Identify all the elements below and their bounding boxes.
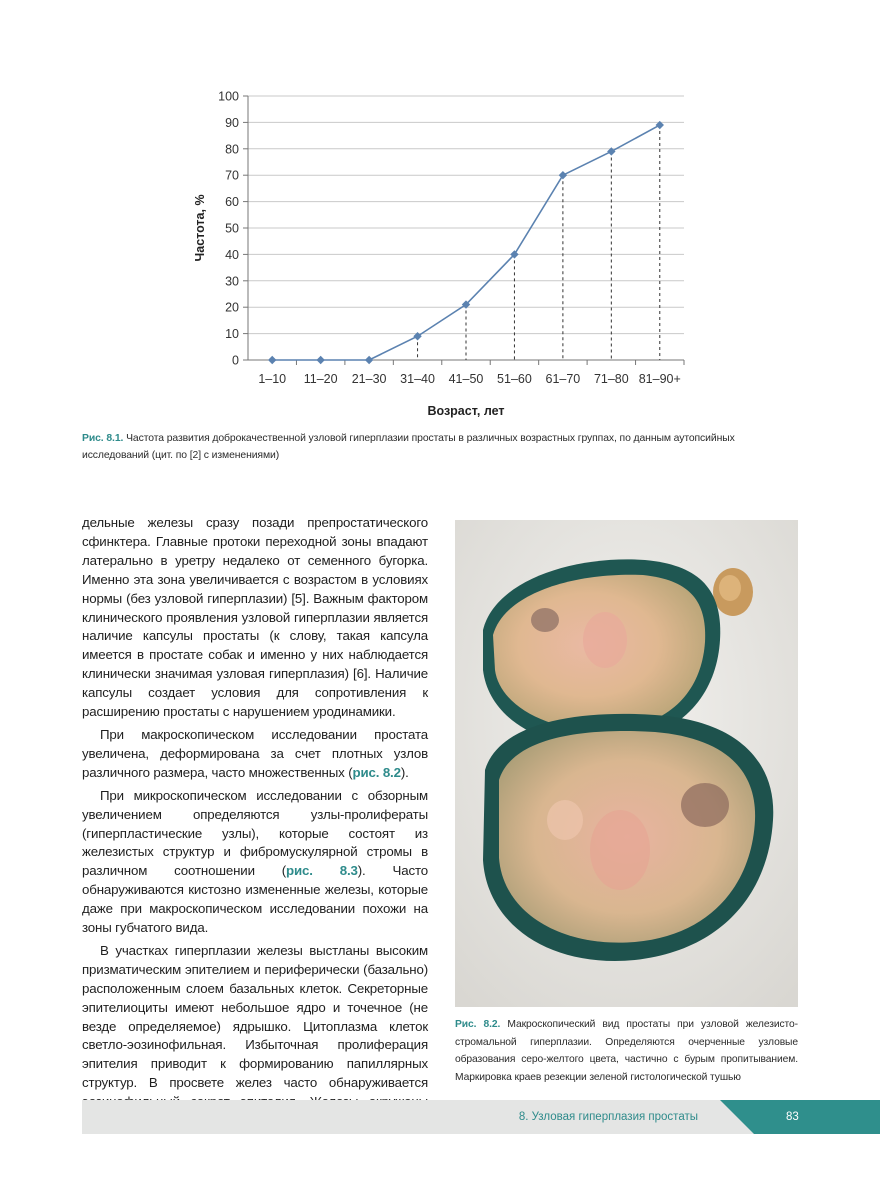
y-tick-label: 10: [225, 327, 239, 342]
y-tick-label: 60: [225, 195, 239, 210]
x-tick-label: 21–30: [351, 372, 387, 386]
paragraph-1: дельные железы сразу позади препростатического сфинктера. Главные протоки переходной зоны впадают латерально в уретру недалеко от семенного бугорка. Именно эта зона увеличивается с возрастом в условиях нормы (без узловой гиперплазии) [5]. Важным фактором клинического проявления узловой гиперплазии является наличие капсулы простаты (к слову, такая капсула имеется в простате собак и именно у них наблюдается клинически значимая узловая гиперплазия) [6]. Наличие капсулы создает условия для сопротивления к расширению простаты с нарушением уродинамики.: [82, 515, 428, 720]
paragraph-2: [82, 726, 428, 783]
paragraph-3-text-b: ). Часто обнаруживаются кистозно измененные железы, которые даже при макроскопическом исследовании похожи на зоны губчатого вида.: [82, 863, 428, 936]
chart-axes: [243, 96, 684, 365]
y-tick-label: 50: [225, 221, 239, 236]
chart-drop-lines: [418, 125, 660, 360]
figure-8-1-caption: [82, 430, 802, 464]
data-point: [268, 356, 276, 364]
y-tick-label: 70: [225, 168, 239, 183]
chart-y-axis-label: Частота, %: [193, 194, 207, 262]
paragraph-3-text-a: При микроскопическом исследовании с обзорным увеличением определяются узлы-пролифераты (гиперпластические узлы), которые состоят из железистых структур и фибромускулярной стромы в различном соотношении (: [82, 787, 428, 879]
x-tick-label: 1–10: [258, 372, 287, 386]
figure-8-1-caption-text: Частота развития доброкачественной узловой гиперплазии простаты в различных возрастных группах, по данным аутопсийных исследований (цит. по [2] с изменениями): [82, 433, 735, 461]
data-point: [365, 356, 373, 364]
chart-series: [268, 121, 664, 364]
x-tick-label: 31–40: [400, 372, 435, 386]
age-frequency-chart: [190, 82, 700, 422]
page-number: 83: [786, 1111, 799, 1123]
y-tick-label: 100: [218, 89, 239, 104]
figure-8-3-reference[interactable]: рис. 8.3: [286, 863, 358, 879]
x-tick-label: 81–90+: [638, 372, 681, 386]
x-tick-label: 51–60: [497, 372, 532, 386]
chart-x-axis-label: Возраст, лет: [427, 404, 505, 418]
x-tick-label: 41–50: [448, 372, 484, 386]
figure-8-2-caption: [455, 1016, 798, 1086]
prostate-specimen-photo: [455, 520, 798, 1007]
chart-y-tick-labels: [218, 90, 239, 368]
data-point: [316, 356, 324, 364]
chart-x-tick-labels: [258, 372, 680, 386]
figure-8-2-caption-text: Макроскопический вид простаты при узловой железисто-стромальной гиперплазии. Определяются очерченные узловые образования серо-желтого цвета, частично с бурым пропитыванием. Маркировка краев резекции зеленой гистологической тушью: [455, 1019, 799, 1083]
data-point: [559, 171, 567, 179]
x-tick-label: 71–80: [593, 372, 629, 386]
paragraph-4: В участках гиперплазии железы выстланы высоким призматическим эпителием и периферически (базально) расположенным слоем базальных клеток. Секреторные эпителиоциты имеют небольшое ядро и точечное (не везде определяемое) ядрышко. Цитоплазма клеток светло-эозинофильная. Избыточная пролиферация эпителия приводит к формированию папиллярных структур. В просвете желез часто обнаруживается: [82, 942, 428, 1091]
y-tick-label: 0: [232, 353, 239, 368]
chart-gridlines: [248, 96, 684, 334]
paragraph-2-text-b: ).: [400, 764, 409, 780]
x-tick-label: 61–70: [545, 372, 581, 386]
y-tick-label: 20: [225, 300, 239, 315]
figure-8-2-label: Рис. 8.2.: [455, 1019, 501, 1030]
x-tick-label: 11–20: [303, 372, 338, 386]
y-tick-label: 90: [225, 115, 239, 130]
figure-8-1-label: Рис. 8.1.: [82, 433, 124, 444]
specimen-illustration: [455, 520, 798, 1007]
y-tick-label: 30: [225, 274, 239, 289]
body-text-column: [82, 514, 428, 1131]
y-tick-label: 80: [225, 142, 239, 157]
paragraph-2-text-a: При макроскопическом исследовании простата увеличена, деформирована за счет плотных узлов различного размера, часто множественных (: [82, 726, 428, 780]
paragraph-3: [82, 787, 428, 938]
y-tick-label: 40: [225, 247, 239, 262]
figure-8-2-reference[interactable]: рис. 8.2: [352, 764, 401, 780]
footer-chapter-title: 8. Узловая гиперплазия простаты: [518, 1111, 698, 1123]
